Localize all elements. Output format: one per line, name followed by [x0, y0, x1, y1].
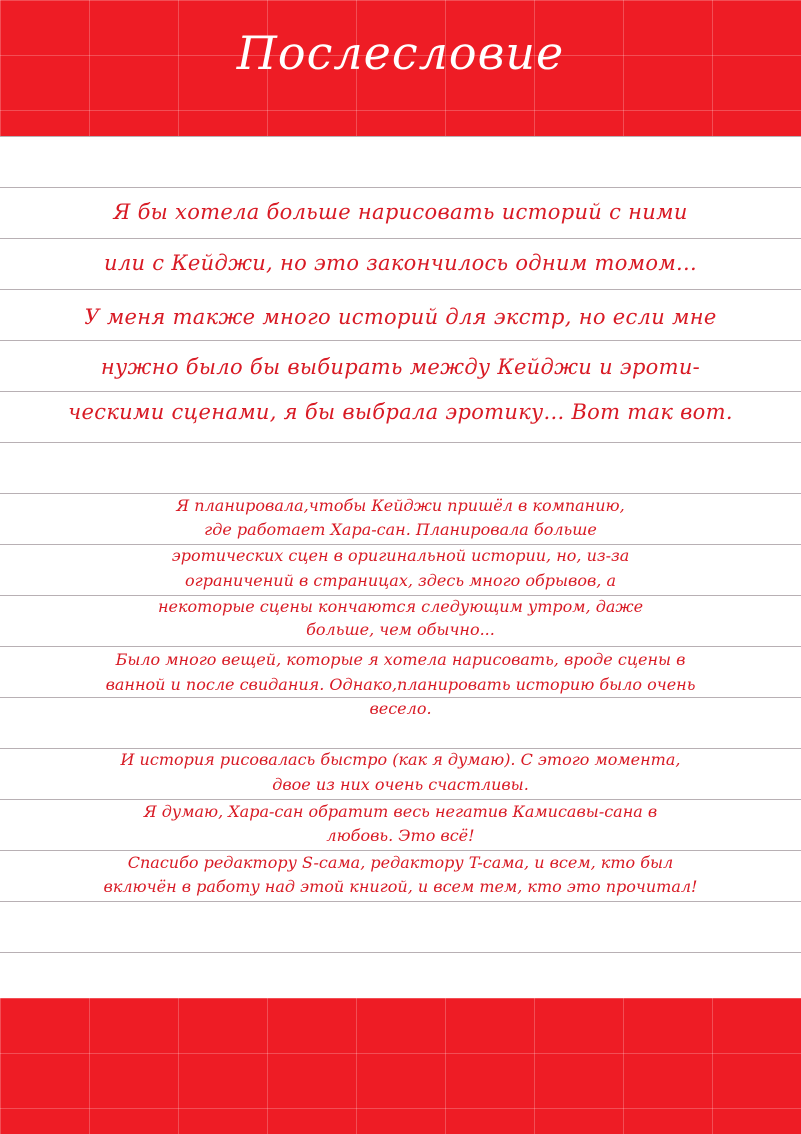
paper-rule: [0, 442, 801, 443]
paper-rule: [0, 697, 801, 698]
text-line: эротических сцен в оригинальной истории, но, из-за: [171, 546, 630, 565]
page-title: Послесловие: [236, 26, 565, 80]
text-line: Я бы хотела больше нарисовать историй с ними: [113, 200, 688, 224]
text-line: включён в работу над этой книгой, и всем тем, кто это прочитал!: [103, 877, 698, 896]
paper-rule: [0, 595, 801, 596]
text-line: Я планировала,чтобы Кейджи пришёл в компанию,: [176, 496, 625, 515]
text-line: двое из них очень счастливы.: [272, 775, 529, 794]
paper-rule: [0, 799, 801, 800]
header-band: [0, 0, 801, 136]
text-line: ческими сценами, я бы выбрала эротику... Вот так вот.: [68, 400, 733, 424]
paper-rule: [0, 187, 801, 188]
text-line: или с Кейджи, но это закончилось одним томом...: [104, 251, 697, 275]
text-line: Было много вещей, которые я хотела нарисовать, вроде сцены в: [115, 650, 686, 669]
paper-rule: [0, 952, 801, 953]
text-line: весело.: [369, 699, 432, 718]
text-line: Я думаю, Хара-сан обратит весь негатив Камисавы-сана в: [143, 802, 658, 821]
paper-rule: [0, 493, 801, 494]
paper-rule: [0, 136, 801, 137]
paper-rule: [0, 850, 801, 851]
text-line: нужно было бы выбирать между Кейджи и эроти-: [100, 355, 701, 379]
footer-band: [0, 998, 801, 1134]
text-line: Спасибо редактору S-сама, редактору T-сама, и всем, кто был: [127, 853, 674, 872]
text-line: И история рисовалась быстро (как я думаю). С этого момента,: [120, 750, 681, 769]
paper-rule: [0, 391, 801, 392]
paper-rule: [0, 748, 801, 749]
text-line: некоторые сцены кончаются следующим утром, даже: [157, 597, 644, 616]
paper-rule: [0, 238, 801, 239]
paper-rule: [0, 544, 801, 545]
text-line: любовь. Это всё!: [326, 826, 475, 845]
text-line: ограничений в страницах, здесь много обрывов, а: [184, 571, 617, 590]
paper-rule: [0, 340, 801, 341]
paper-rule: [0, 289, 801, 290]
text-line: больше, чем обычно...: [306, 620, 495, 639]
text-line: где работает Хара-сан. Планировала больше: [204, 520, 597, 539]
paper-rule: [0, 901, 801, 902]
text-line: У меня также много историй для экстр, но если мне: [84, 305, 717, 329]
paper-rule: [0, 646, 801, 647]
text-line: ванной и после свидания. Однако,планировать историю было очень: [105, 675, 696, 694]
